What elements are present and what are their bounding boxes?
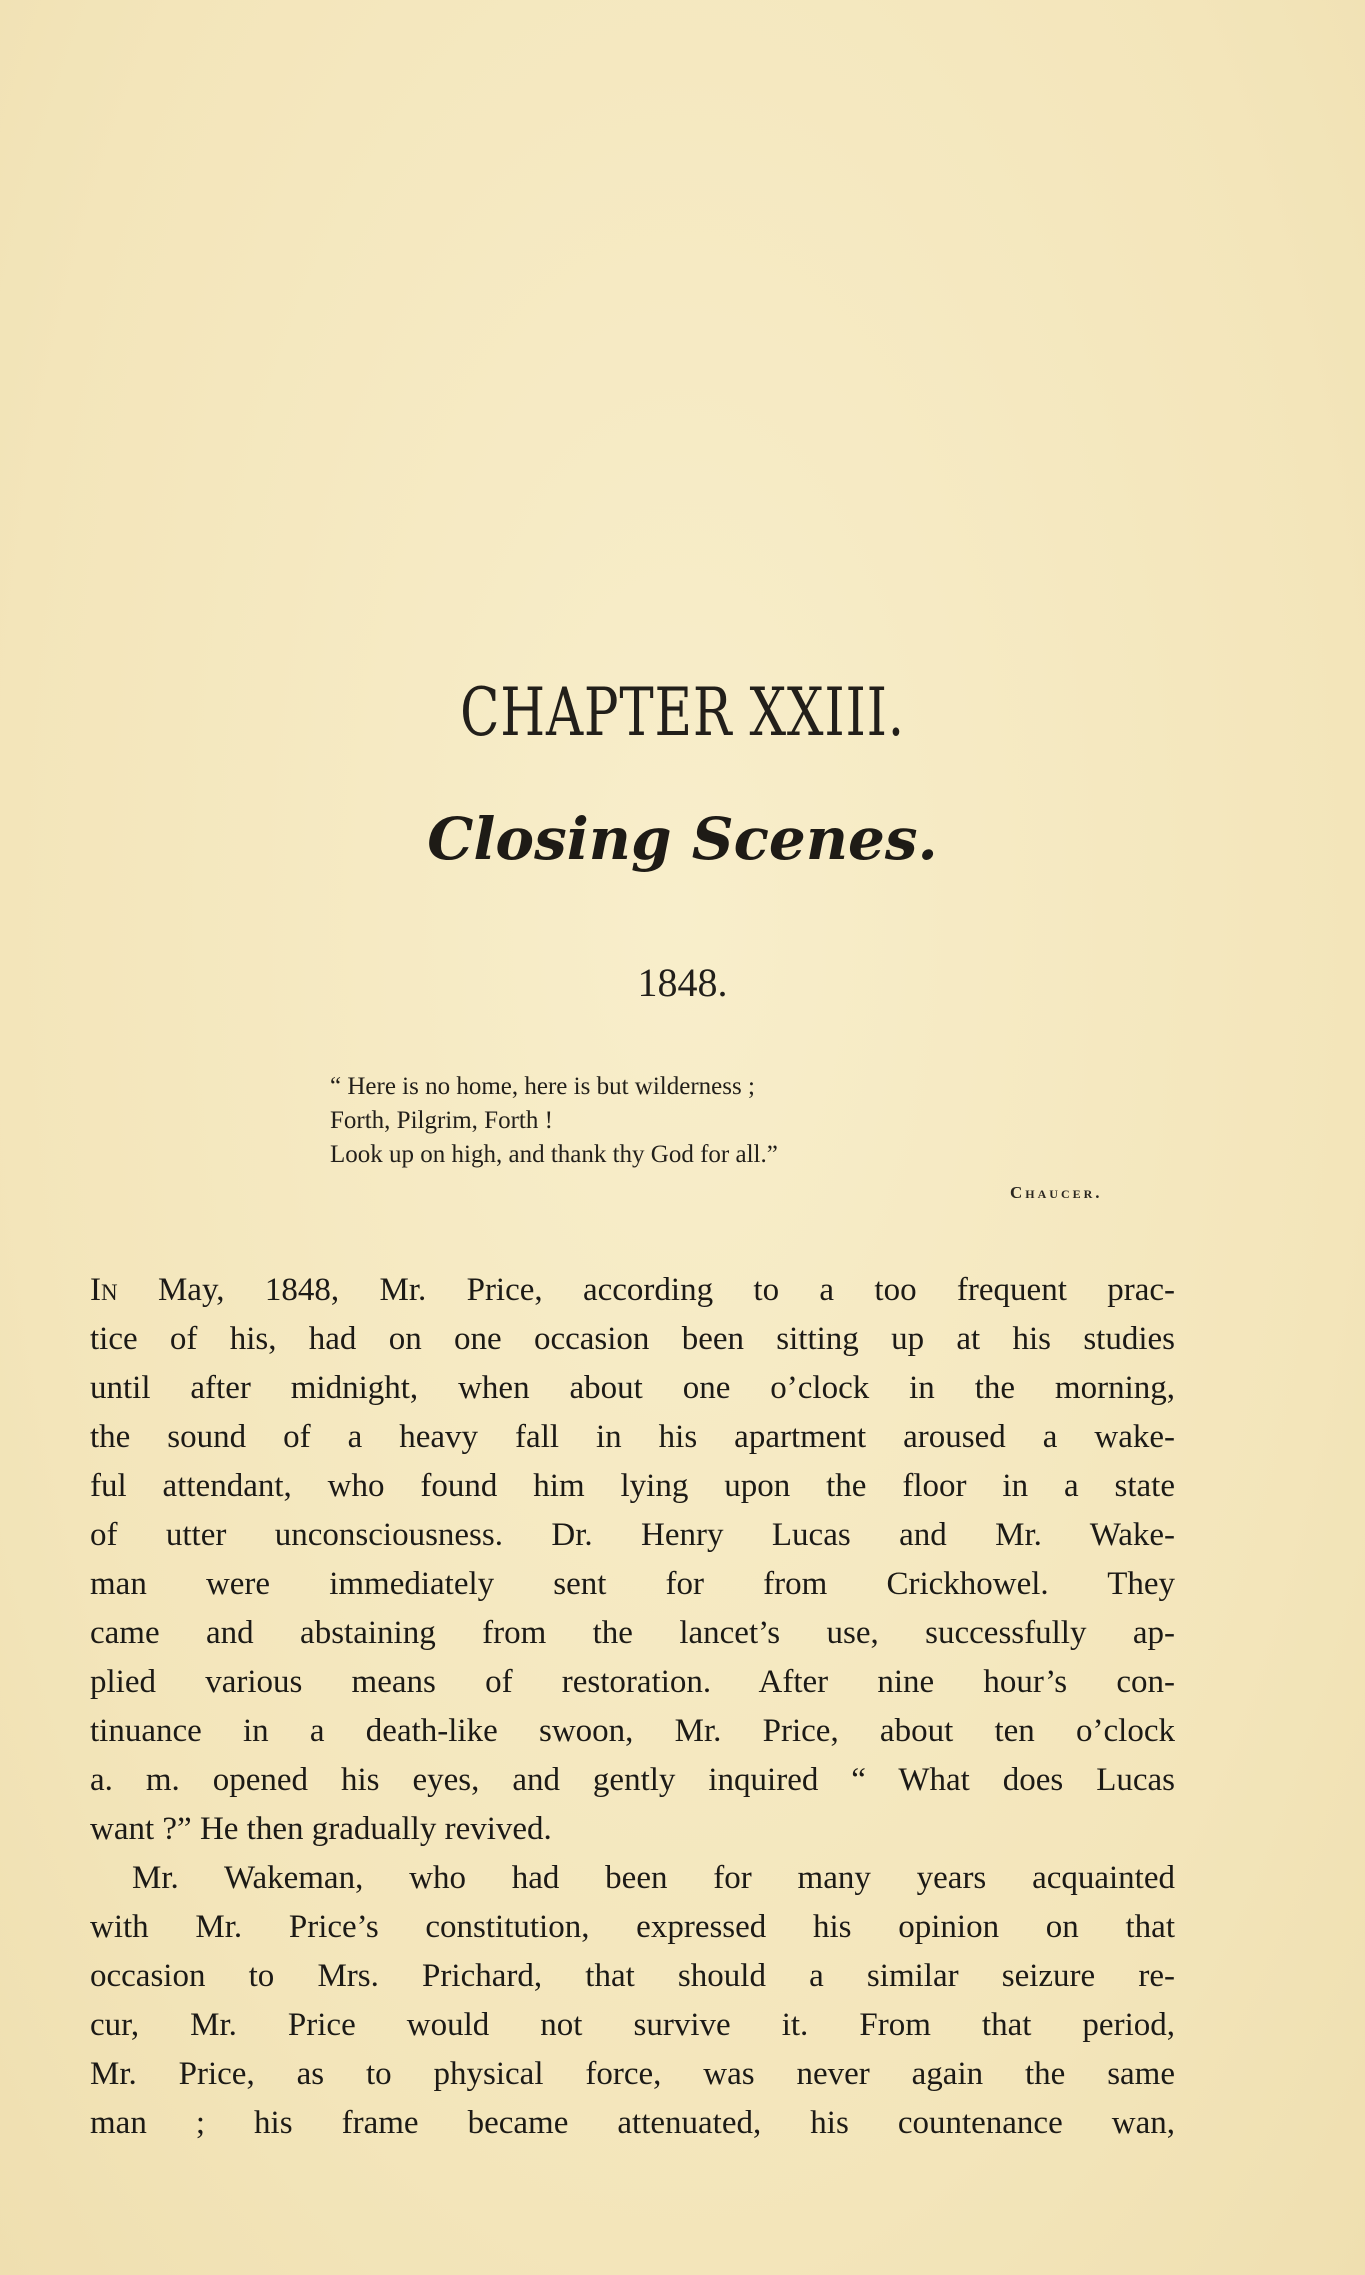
epigraph-attribution: Chaucer. [1010,1183,1103,1202]
text-line: ful attendant, who found him lying upon the floor in a state [90,1468,1175,1504]
text-line: of utter unconsciousness. Dr. Henry Lucas and Mr. Wake- [90,1517,1175,1553]
chapter-year: 1848. [637,960,728,1005]
text-line: man were immediately sent for from Crickhowel. They [90,1566,1175,1602]
chapter-subtitle: Closing Scenes. [427,805,938,873]
text-line: came and abstaining from the lancet’s use, successfully ap- [90,1615,1175,1651]
text-line: until after midnight, when about one o’clock in the morning, [90,1370,1175,1406]
chapter-title: CHAPTER XXIII. [460,674,905,751]
lead-word: In [90,1272,118,1308]
body-text [90,1266,1175,2148]
text-line: occasion to Mrs. Prichard, that should a similar seizure re- [90,1958,1175,1994]
epigraph-line: Forth, Pilgrim, Forth ! [330,1107,553,1134]
text-line: Mr. Wakeman, who had been for many years acquainted [132,1860,1175,1896]
epigraph-line: “ Here is no home, here is but wilderness ; [330,1073,755,1100]
epigraph-line: Look up on high, and thank thy God for all.” [330,1141,778,1168]
epigraph [330,1070,1210,1172]
text-line [90,1266,1175,1315]
text-line: with Mr. Price’s constitution, expressed his opinion on that [90,1909,1175,1945]
text-line: cur, Mr. Price would not survive it. From that period, [90,2007,1175,2043]
text-line: want ?” He then gradually revived. [90,1811,552,1847]
text-line: Mr. Price, as to physical force, was never again the same [90,2056,1175,2092]
text-line: plied various means of restoration. After nine hour’s con- [90,1664,1175,1700]
text-line: tice of his, had on one occasion been sitting up at his studies [90,1321,1175,1357]
text-line: a. m. opened his eyes, and gently inquired “ What does Lucas [90,1762,1175,1798]
text-fragment: May, 1848, Mr. Price, according to a too frequent prac- [117,1272,1175,1308]
text-line: tinuance in a death-like swoon, Mr. Price, about ten o’clock [90,1713,1175,1749]
text-line: man ; his frame became attenuated, his countenance wan, [90,2105,1175,2141]
text-line: the sound of a heavy fall in his apartment aroused a wake- [90,1419,1175,1455]
